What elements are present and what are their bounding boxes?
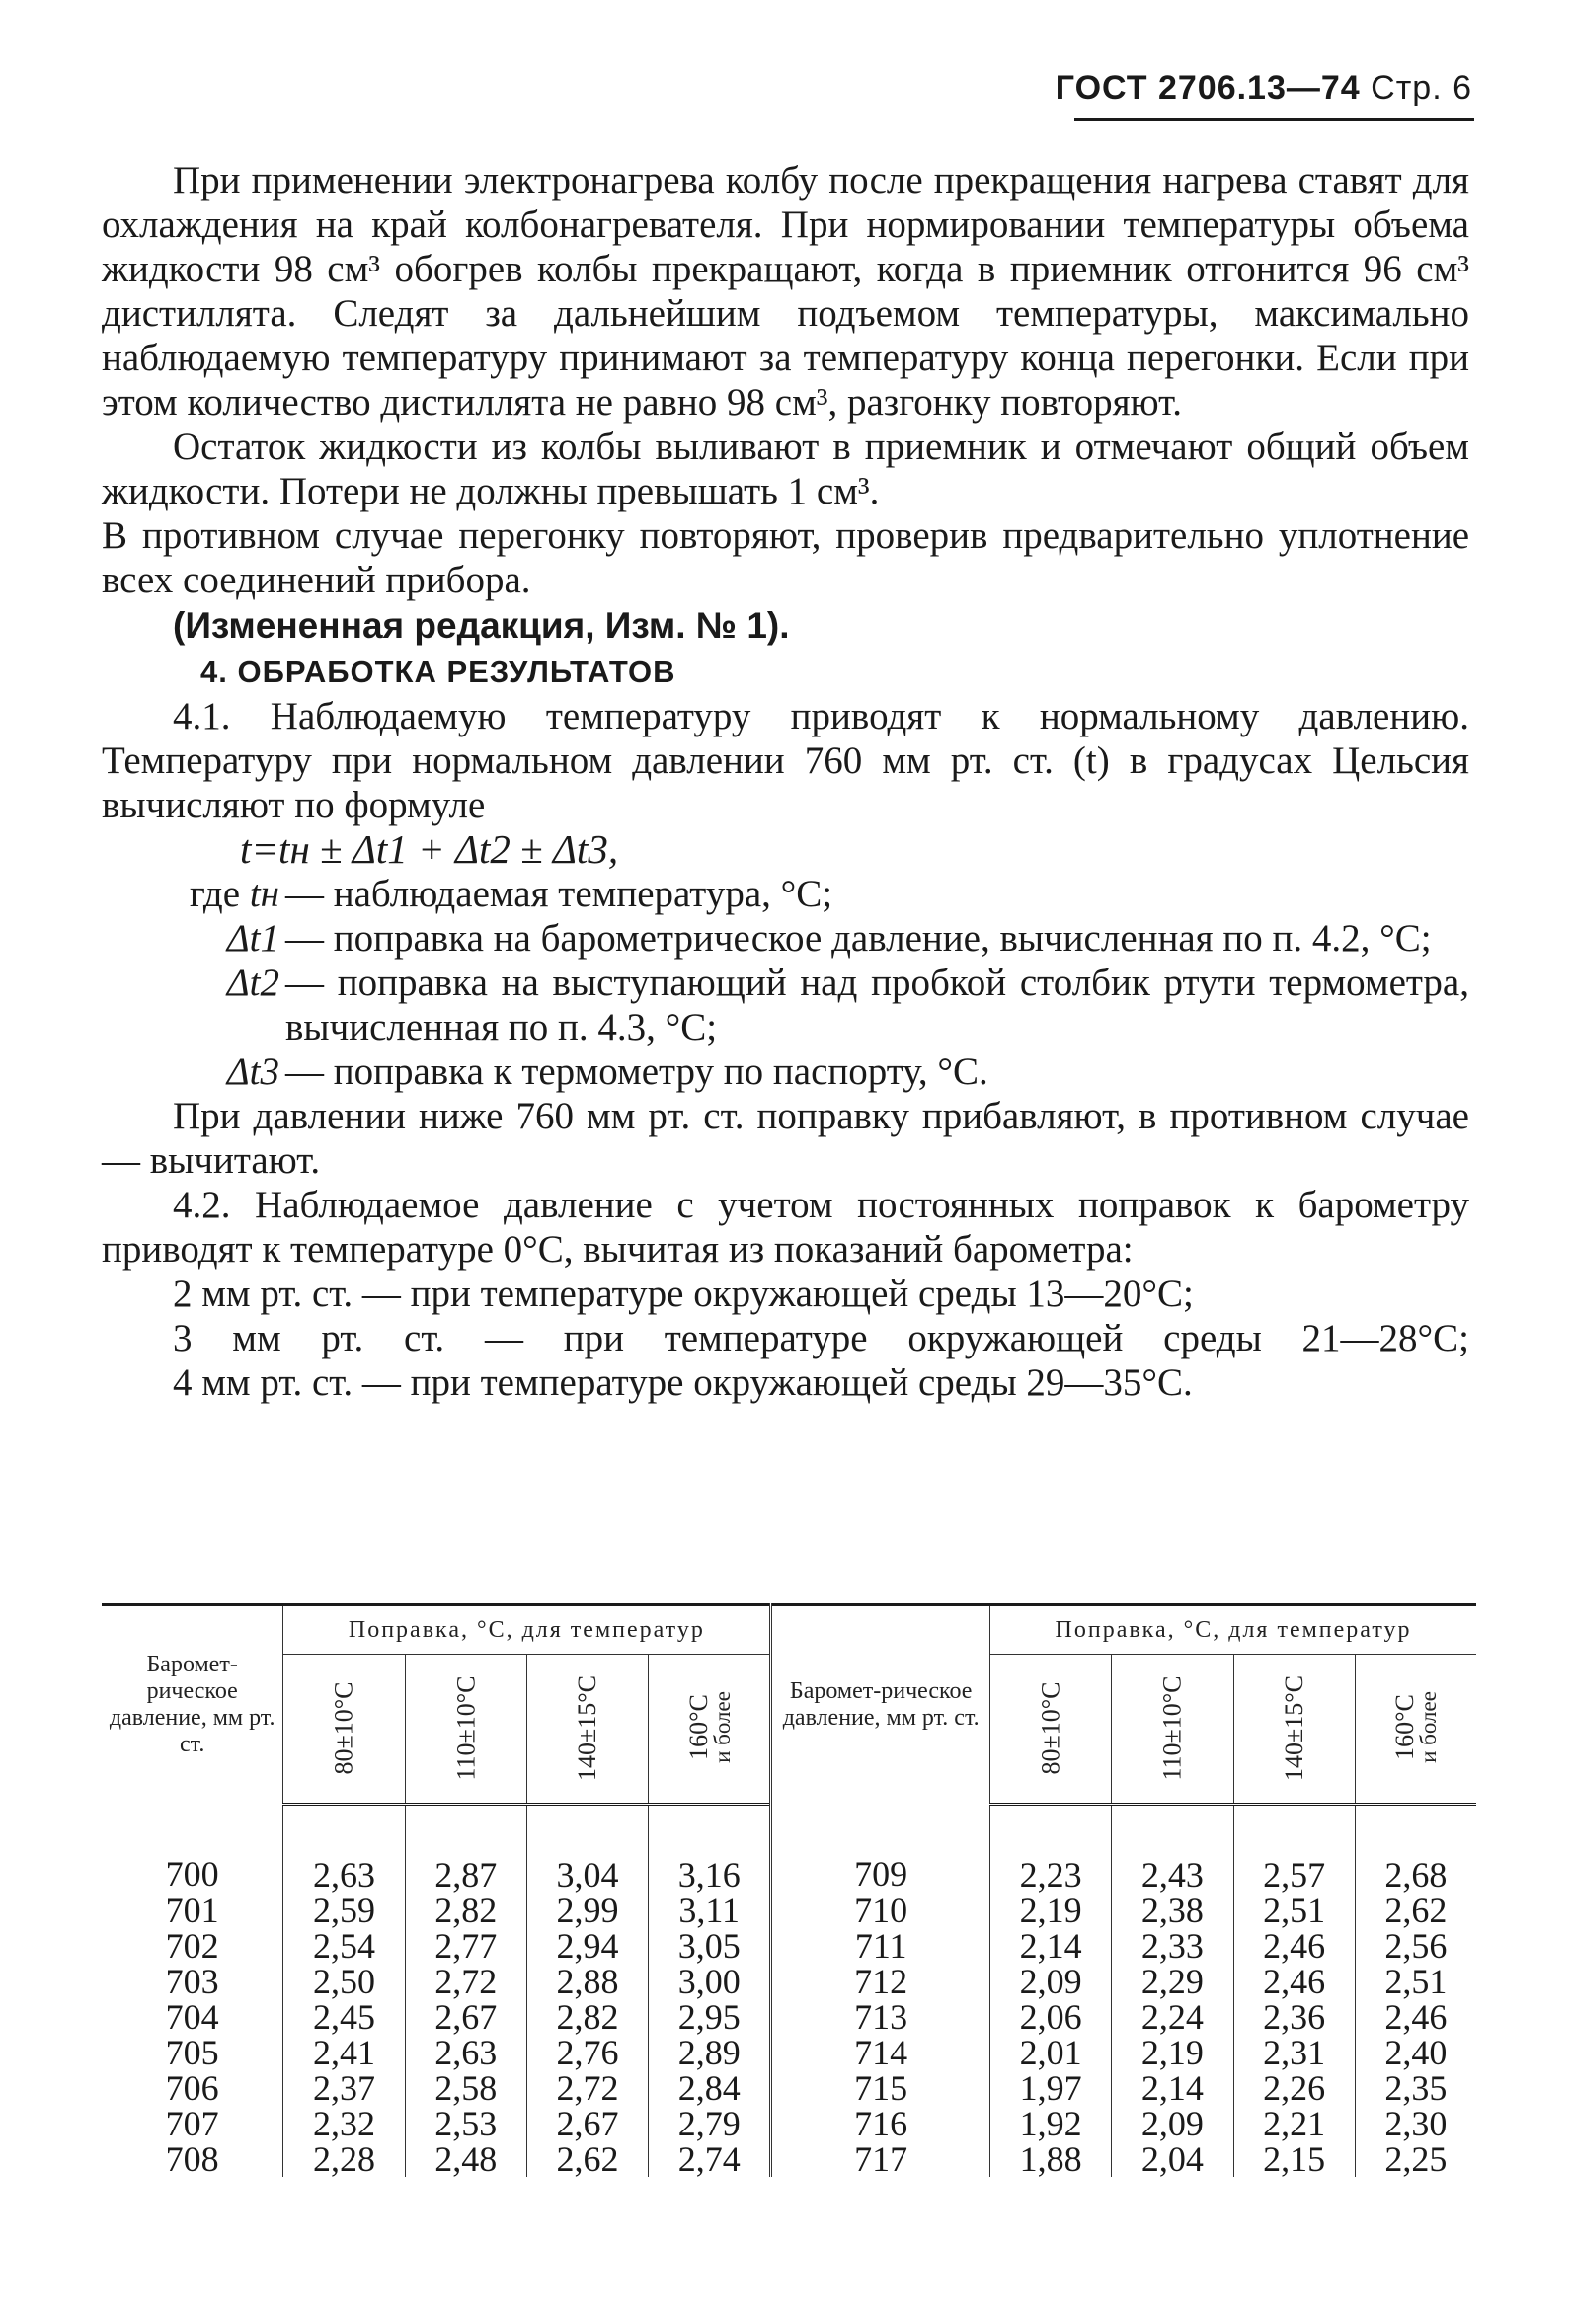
temp-column-header: 110±10°C (1112, 1655, 1233, 1805)
table-cell: 2,26 (1233, 2070, 1355, 2106)
table-cell: 2,62 (1355, 1893, 1476, 1928)
table-cell: 2,51 (1355, 1964, 1476, 1999)
table-cell: 2,30 (1355, 2106, 1476, 2141)
table-cell: 2,25 (1355, 2141, 1476, 2177)
table-cell: 703 (165, 1962, 219, 2001)
table-cell: 2,62 (526, 2141, 648, 2177)
table-cell: 2,40 (1355, 2035, 1476, 2070)
table-cell: 2,53 (405, 2106, 526, 2141)
table-row (102, 1964, 1476, 1999)
table-cell: 2,24 (1112, 1999, 1233, 2035)
paragraph-repeat: В противном случае перегонку повторяют, проверив предварительно уплотнение всех соединений прибора. (102, 514, 1469, 601)
table-cell: 706 (165, 2068, 219, 2108)
table-cell: 3,16 (649, 1805, 771, 1894)
paragraph-pressure-sign: При давлении ниже 760 мм рт. ст. поправку прибавляют, в противном случае — вычитают. (102, 1095, 1469, 1182)
table-cell: 2,46 (1233, 1964, 1355, 1999)
table-cell: 2,04 (1112, 2141, 1233, 2177)
table-row (102, 2035, 1476, 2070)
table-cell: 2,35 (1355, 2070, 1476, 2106)
table-cell: 2,38 (1112, 1893, 1233, 1928)
page-number: Стр. 6 (1371, 69, 1472, 107)
table-cell: 2,23 (990, 1805, 1112, 1894)
table-row (102, 2070, 1476, 2106)
table-cell: 705 (165, 2033, 219, 2072)
table-cell: 2,33 (1112, 1928, 1233, 1964)
list-item: 3 мм рт. ст. — при температуре окружающей среды 21—28°C; (173, 1317, 1469, 1359)
table-cell: 3,00 (649, 1964, 771, 1999)
table-cell: 2,46 (1355, 1999, 1476, 2035)
table-cell: 1,88 (990, 2141, 1112, 2177)
table-cell: 701 (165, 1891, 219, 1930)
table-cell: 2,77 (405, 1928, 526, 1964)
table-cell: 707 (165, 2104, 219, 2143)
table-cell: 3,11 (649, 1893, 771, 1928)
list-item: 4 мм рт. ст. — при температуре окружающей среды 29—35°C. (173, 1361, 1193, 1404)
table-cell: 2,06 (990, 1999, 1112, 2035)
table-cell: 2,45 (283, 1999, 405, 2035)
temp-column-header: 110±10°C (405, 1655, 526, 1805)
table-cell: 2,99 (526, 1893, 648, 1928)
definition-term: Δt2 (226, 962, 279, 1004)
table-cell: 3,04 (526, 1805, 648, 1894)
table-cell: 2,54 (283, 1928, 405, 1964)
table-cell: 3,05 (649, 1928, 771, 1964)
table-cell: 2,72 (405, 1964, 526, 1999)
table-cell: 709 (771, 1805, 990, 1894)
table-cell: 2,95 (649, 1999, 771, 2035)
table-cell: 2,74 (649, 2141, 771, 2177)
document-body (102, 158, 1469, 1405)
table-cell: 2,79 (649, 2106, 771, 2141)
document-id: ГОСТ 2706.13—74 (1055, 69, 1361, 107)
group-header-right: Поправка, °C, для температур (990, 1605, 1477, 1655)
pressure-column-header: Баромет-рическое давление, мм рт. ст. (771, 1605, 990, 1805)
table-cell: 1,92 (990, 2106, 1112, 2141)
temp-column-header: 140±15°C (1233, 1655, 1355, 1805)
paragraph-4-1: 4.1. Наблюдаемую температуру приводят к нормальному давлению. Температуру при нормальном давлении 760 мм рт. ст. (t) в градусах Цельсия вычисляют по формуле (102, 695, 1469, 826)
definition-row (102, 872, 1469, 916)
paragraph-residue: Остаток жидкости из колбы выливают в приемник и отмечают общий объем жидкости. Потери не должны превышать 1 см³. (102, 426, 1469, 512)
definition-term: Δt3 (226, 1050, 279, 1093)
paragraph-4-2: 4.2. Наблюдаемое давление с учетом постоянных поправок к барометру приводят к температуре 0°C, вычитая из показаний барометра: (102, 1184, 1469, 1271)
table-cell: 2,63 (283, 1805, 405, 1894)
table-cell: 2,21 (1233, 2106, 1355, 2141)
definition-term: где tн (189, 873, 279, 915)
table-row (102, 1805, 1476, 1894)
temp-column-header: 80±10°C (283, 1655, 405, 1805)
table-cell: 2,50 (283, 1964, 405, 1999)
table-cell: 2,48 (405, 2141, 526, 2177)
table-cell: 2,01 (990, 2035, 1112, 2070)
table-cell: 2,63 (405, 2035, 526, 2070)
table-row (102, 2106, 1476, 2141)
definition-text: — поправка к термометру по паспорту, °C. (285, 1050, 988, 1093)
table-cell: 700 (165, 1854, 219, 1895)
table-cell: 2,72 (526, 2070, 648, 2106)
table-cell: 2,46 (1233, 1928, 1355, 1964)
table-cell: 2,76 (526, 2035, 648, 2070)
table-row (102, 2141, 1476, 2177)
temp-column-header: 160°C и более (1355, 1655, 1476, 1805)
table-cell: 2,09 (1112, 2106, 1233, 2141)
definition-text: — наблюдаемая температура, °C; (285, 873, 833, 915)
table-cell: 2,67 (526, 2106, 648, 2141)
table-cell: 2,58 (405, 2070, 526, 2106)
table-cell: 716 (771, 2106, 990, 2141)
table-cell: 2,31 (1233, 2035, 1355, 2070)
table-cell: 2,28 (283, 2141, 405, 2177)
table-row (102, 1928, 1476, 1964)
table-row (102, 1999, 1476, 2035)
table-cell: 2,19 (990, 1893, 1112, 1928)
table-cell: 1,97 (990, 2070, 1112, 2106)
table-cell: 2,68 (1355, 1805, 1476, 1894)
definition-row (102, 961, 1469, 1049)
table-cell: 2,84 (649, 2070, 771, 2106)
formula: t=tн ± Δt1 + Δt2 ± Δt3, (240, 826, 619, 872)
table-cell: 2,57 (1233, 1805, 1355, 1894)
table-cell: 2,32 (283, 2106, 405, 2141)
correction-table (102, 1603, 1476, 2177)
table-cell: 717 (771, 2141, 990, 2177)
table-row (102, 1893, 1476, 1928)
temp-column-header: 80±10°C (990, 1655, 1112, 1805)
table-cell: 2,29 (1112, 1964, 1233, 1999)
table-cell: 702 (165, 1926, 219, 1966)
definition-term: Δt1 (226, 917, 279, 960)
table-cell: 711 (771, 1928, 990, 1964)
table-cell: 713 (771, 1999, 990, 2035)
table-cell: 2,37 (283, 2070, 405, 2106)
table-cell: 2,36 (1233, 1999, 1355, 2035)
table-cell: 2,67 (405, 1999, 526, 2035)
where-word: где (189, 873, 241, 915)
table-cell: 2,88 (526, 1964, 648, 1999)
table-cell: 2,43 (1112, 1805, 1233, 1894)
table-cell: 2,82 (526, 1999, 648, 2035)
table-cell: 2,94 (526, 1928, 648, 1964)
table-cell: 2,82 (405, 1893, 526, 1928)
table-cell: 2,14 (1112, 2070, 1233, 2106)
table-cell: 2,51 (1233, 1893, 1355, 1928)
pressure-column-header: Баромет-рическое давление, мм рт. ст. (102, 1605, 283, 1805)
section-title: 4. ОБРАБОТКА РЕЗУЛЬТАТОВ (200, 655, 676, 689)
definition-row (102, 916, 1469, 961)
table-cell: 2,14 (990, 1928, 1112, 1964)
temp-column-header: 160°C и более (649, 1655, 771, 1805)
table-cell: 2,87 (405, 1805, 526, 1894)
table-cell: 714 (771, 2035, 990, 2070)
header-rule (1074, 118, 1474, 121)
table-cell: 2,09 (990, 1964, 1112, 1999)
table-cell: 2,19 (1112, 2035, 1233, 2070)
page-header (1056, 69, 1472, 108)
table-cell: 2,59 (283, 1893, 405, 1928)
table-cell: 2,89 (649, 2035, 771, 2070)
table-cell: 2,15 (1233, 2141, 1355, 2177)
temp-column-header: 140±15°C (526, 1655, 648, 1805)
definition-text: — поправка на выступающий над пробкой столбик ртути термометра, вычисленная по п. 4.3, °C; (285, 962, 1469, 1048)
table-body (102, 1805, 1476, 2178)
table-cell: 708 (165, 2139, 219, 2179)
table-cell: 2,41 (283, 2035, 405, 2070)
table-cell: 704 (165, 1997, 219, 2037)
group-header-left: Поправка, °C, для температур (283, 1605, 771, 1655)
table-cell: 2,56 (1355, 1928, 1476, 1964)
amendment-note: (Измененная редакция, Изм. № 1). (173, 605, 790, 646)
definition-row (102, 1049, 1469, 1094)
table-cell: 715 (771, 2070, 990, 2106)
list-item: 2 мм рт. ст. — при температуре окружающей среды 13—20°C; (173, 1273, 1194, 1315)
table-cell: 712 (771, 1964, 990, 1999)
paragraph-heating: При применении электронагрева колбу после прекращения нагрева ставят для охлаждения на край колбонагревателя. При нормировании температуры объема жидкости 98 см³ обогрев колбы прекращают, когда в приемник отгонится 96 см³ дистиллята. Следят за дальнейшим подъемом температуры, максимально наблюдаемую температуру принимают за температуру конца перегонки. Если при этом количество дистиллята не равно 98 см³, разгонку повторяют. (102, 159, 1469, 424)
definition-text: — поправка на барометрическое давление, вычисленная по п. 4.2, °C; (285, 917, 1432, 960)
table-cell: 710 (771, 1893, 990, 1928)
